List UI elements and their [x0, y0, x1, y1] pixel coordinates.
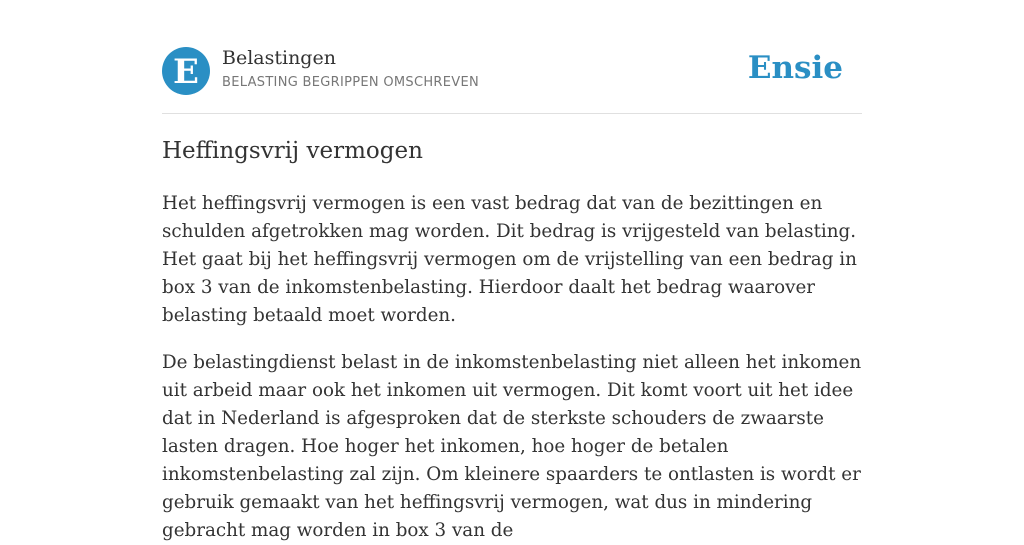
site-subtitle: BELASTING BEGRIPPEN OMSCHREVEN — [222, 75, 479, 90]
article-paragraph: Het heffingsvrij vermogen is een vast bedrag dat van de bezittingen en schulden afgetrokken mag worden. Dit bedrag is vrijgesteld van belasting. Het gaat bij het heffingsvrij vermogen om de vrijstelling van een bedrag in box 3 van de inkomstenbelasting. Hierdoor daalt het bedrag waarover belasting betaald moet worden. — [162, 193, 857, 326]
article-paragraph: De belastingdienst belast in de inkomstenbelasting niet alleen het inkomen uit arbeid maar ook het inkomen uit vermogen. Dit komt voort uit het idee dat in Nederland is afgesproken dat de sterkste schouders de zwaarste lasten dragen. Hoe hoger het inkomen, hoe hoger de betalen inkomstenbelasting zal zijn. Om kleinere spaarders te ontlasten is wordt er gebruik gemaakt van het heffingsvrij vermogen, wat dus in mindering gebracht mag worden in box 3 van de — [162, 352, 862, 541]
header-divider — [162, 113, 862, 114]
article-title: Heffingsvrij vermogen — [162, 138, 423, 164]
site-title[interactable]: Belastingen — [222, 47, 336, 69]
site-header — [162, 44, 862, 100]
ensie-logo-icon[interactable] — [162, 47, 210, 95]
brand-logo[interactable]: Ensie — [747, 50, 843, 86]
logo-letter: E — [173, 51, 199, 92]
